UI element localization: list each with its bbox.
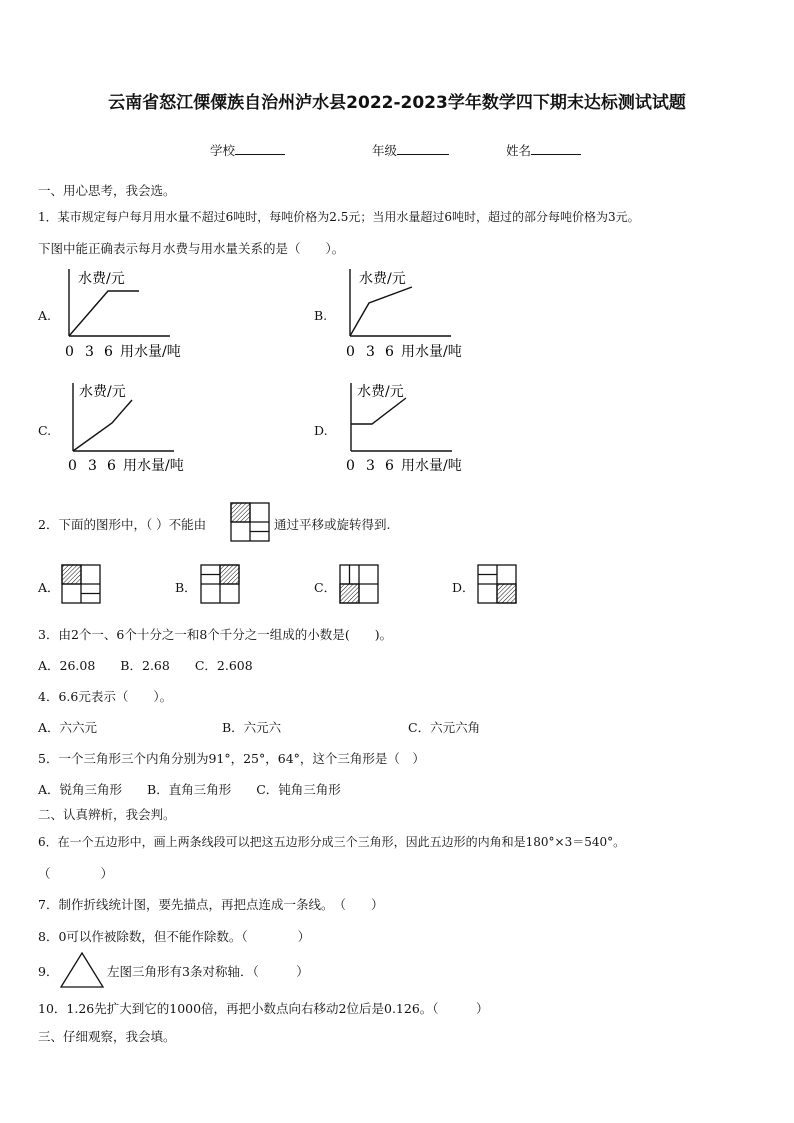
y-axis-label: 水费/元 <box>359 271 406 287</box>
tick-3: 3 <box>85 344 94 360</box>
tick-0: 0 <box>346 344 355 360</box>
q2-reference-figure <box>230 502 272 544</box>
q2-option-a-figure[interactable] <box>61 564 103 606</box>
question-4-text: 4．6.6元表示（ ）。 <box>38 689 173 704</box>
q2-option-c-label[interactable]: C． <box>314 580 337 595</box>
question-9-number: 9． <box>38 964 59 979</box>
question-3-text: 3．由2个一、6个十分之一和8个千分之一组成的小数是( )。 <box>38 627 393 642</box>
tick-3: 3 <box>366 458 375 474</box>
q9-triangle-figure <box>60 950 106 990</box>
q2-option-a-label[interactable]: A． <box>38 580 60 595</box>
q4-option-b[interactable]: B．六元六 <box>222 720 282 735</box>
q1-graph-d[interactable] <box>342 377 502 477</box>
x-axis-label: 用水量/吨 <box>120 344 181 360</box>
tick-0: 0 <box>68 458 77 474</box>
school-blank[interactable] <box>235 154 285 155</box>
q2-option-d-label[interactable]: D． <box>452 580 475 595</box>
question-10-text: 10．1.26先扩大到它的1000倍，再把小数点向右移动2位后是0.126。（ ） <box>38 1001 489 1016</box>
q4-option-a[interactable]: A．六六元 <box>38 720 98 735</box>
school-label: 学校 <box>210 143 236 158</box>
tick-6: 6 <box>385 458 394 474</box>
question-2-text-after: 通过平移或旋转得到. <box>274 517 391 532</box>
grade-label: 年级 <box>372 143 398 158</box>
q1-option-b-label[interactable]: B. <box>314 308 328 323</box>
question-5-text: 5．一个三角形三个内角分别为91°，25°，64°，这个三角形是（ ） <box>38 751 425 766</box>
q4-option-c[interactable]: C．六元六角 <box>408 720 481 735</box>
y-axis-label: 水费/元 <box>78 271 125 287</box>
question-9-text: 左图三角形有3条对称轴．（ ） <box>107 964 309 979</box>
tick-3: 3 <box>366 344 375 360</box>
q2-option-b-label[interactable]: B． <box>175 580 197 595</box>
graph-line <box>73 400 132 451</box>
tick-3: 3 <box>88 458 97 474</box>
x-axis-label: 用水量/吨 <box>401 344 462 360</box>
x-axis-label: 用水量/吨 <box>123 458 184 474</box>
y-axis-label: 水费/元 <box>79 384 126 400</box>
graph-line <box>351 398 406 424</box>
name-blank[interactable] <box>531 154 581 155</box>
tick-0: 0 <box>65 344 74 360</box>
section-heading-2: 二、认真辨析，我会判。 <box>38 807 176 822</box>
name-field <box>506 141 581 159</box>
q1-graph-c[interactable] <box>64 377 224 477</box>
tick-6: 6 <box>385 344 394 360</box>
grade-field <box>372 141 449 159</box>
page-title: 云南省怒江傈僳族自治州泸水县2022-2023学年数学四下期末达标测试试题 <box>108 93 686 113</box>
name-label: 姓名 <box>506 143 532 158</box>
question-6-answer[interactable]: （ ） <box>38 866 114 881</box>
q1-graph-a[interactable] <box>60 263 220 363</box>
tick-0: 0 <box>346 458 355 474</box>
q1-option-a-label[interactable]: A. <box>38 308 52 323</box>
school-field <box>210 141 285 159</box>
section-heading-1: 一、用心思考，我会选。 <box>38 183 176 198</box>
q2-option-c-figure[interactable] <box>339 564 381 606</box>
question-6-text: 6．在一个五边形中，画上两条线段可以把这五边形分成三个三角形，因此五边形的内角和是180°×3＝540°。 <box>38 835 626 849</box>
grade-blank[interactable] <box>397 154 449 155</box>
graph-line <box>350 287 412 336</box>
y-axis-label: 水费/元 <box>357 384 404 400</box>
q1-option-c-label[interactable]: C. <box>38 423 52 438</box>
question-1-line-1: 1．某市规定每户每月用水量不超过6吨时，每吨价格为2.5元；当用水量超过6吨时，超过的部分每吨价格为3元。 <box>38 210 640 224</box>
section-heading-3: 三、仔细观察，我会填。 <box>38 1029 176 1044</box>
tick-6: 6 <box>107 458 116 474</box>
question-5-options[interactable]: A．锐角三角形 B．直角三角形 C．钝角三角形 <box>38 782 341 797</box>
x-axis-label: 用水量/吨 <box>401 458 462 474</box>
q2-option-d-figure[interactable] <box>477 564 519 606</box>
question-8-text: 8．0可以作被除数，但不能作除数。（ ） <box>38 929 311 944</box>
q1-option-d-label[interactable]: D. <box>314 423 328 438</box>
question-2-text-before: 2．下面的图形中，（ ）不能由 <box>38 517 207 532</box>
question-3-options[interactable]: A．26.08 B．2.68 C．2.608 <box>38 658 253 673</box>
tick-6: 6 <box>104 344 113 360</box>
question-7-text: 7．制作折线统计图，要先描点，再把点连成一条线。 （ ） <box>38 897 384 912</box>
graph-line <box>69 291 139 336</box>
q1-graph-b[interactable] <box>341 263 501 363</box>
question-1-line-2: 下图中能正确表示每月水费与用水量关系的是（ ）。 <box>38 241 345 256</box>
q2-option-b-figure[interactable] <box>200 564 242 606</box>
